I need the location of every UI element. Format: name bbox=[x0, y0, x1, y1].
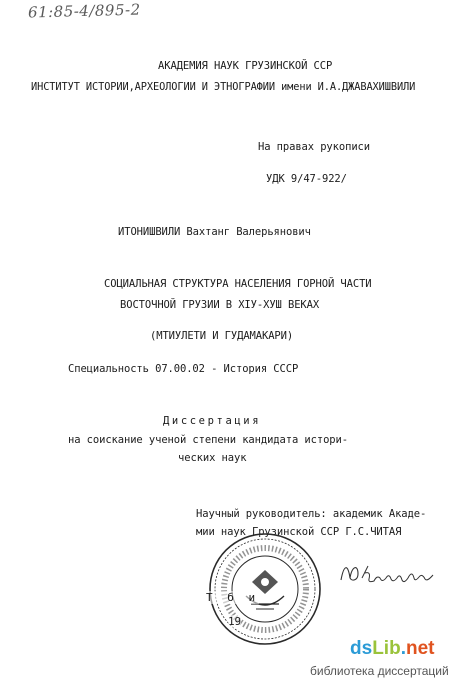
title-line-2: ВОСТОЧНОЙ ГРУЗИИ В XIУ-ХУШ ВЕКАХ bbox=[120, 299, 320, 311]
degree-line-2: ческих наук bbox=[178, 452, 247, 464]
specialty-line: Специальность 07.00.02 - История СССР bbox=[68, 363, 299, 375]
supervisor-line-1: Научный руководитель: академик Акаде- bbox=[196, 508, 427, 520]
dslib-logo: dsLib.net bbox=[350, 638, 435, 659]
year-partial: 19 bbox=[228, 615, 242, 628]
title-line-1: СОЦИАЛЬНАЯ СТРУКТУРА НАСЕЛЕНИЯ ГОРНОЙ ЧАСТИ bbox=[104, 278, 372, 290]
dslib-watermark bbox=[310, 638, 450, 685]
academy-heading: АКАДЕМИЯ НАУК ГРУЗИНСКОЙ ССР bbox=[158, 60, 333, 72]
rights-note: На правах рукописи bbox=[258, 141, 370, 153]
title-subtitle: (МТИУЛЕТИ И ГУДАМАКАРИ) bbox=[150, 330, 294, 342]
author-signature bbox=[338, 560, 448, 586]
supervisor-line-2: мии наук Грузинской ССР Г.С.ЧИТАЯ bbox=[196, 526, 402, 538]
institute-heading: ИНСТИТУТ ИСТОРИИ,АРХЕОЛОГИИ И ЭТНОГРАФИИ имени И.А.ДЖАВАХИШВИЛИ bbox=[31, 81, 416, 93]
dissertation-heading: Диссертация bbox=[163, 415, 262, 427]
handwritten-archive-number: 61:85-4/895-2 bbox=[27, 0, 141, 22]
degree-line-1: на соискание ученой степени кандидата истори- bbox=[68, 434, 348, 446]
watermark-tagline: библиотека диссертаций bbox=[310, 664, 449, 678]
author-name: ИТОНИШВИЛИ Вахтанг Валерьянович bbox=[118, 226, 311, 238]
city-partial: Т б и bbox=[206, 591, 260, 604]
udk-code: УДК 9/47-922/ bbox=[266, 173, 347, 185]
official-seal-stamp bbox=[206, 530, 324, 648]
